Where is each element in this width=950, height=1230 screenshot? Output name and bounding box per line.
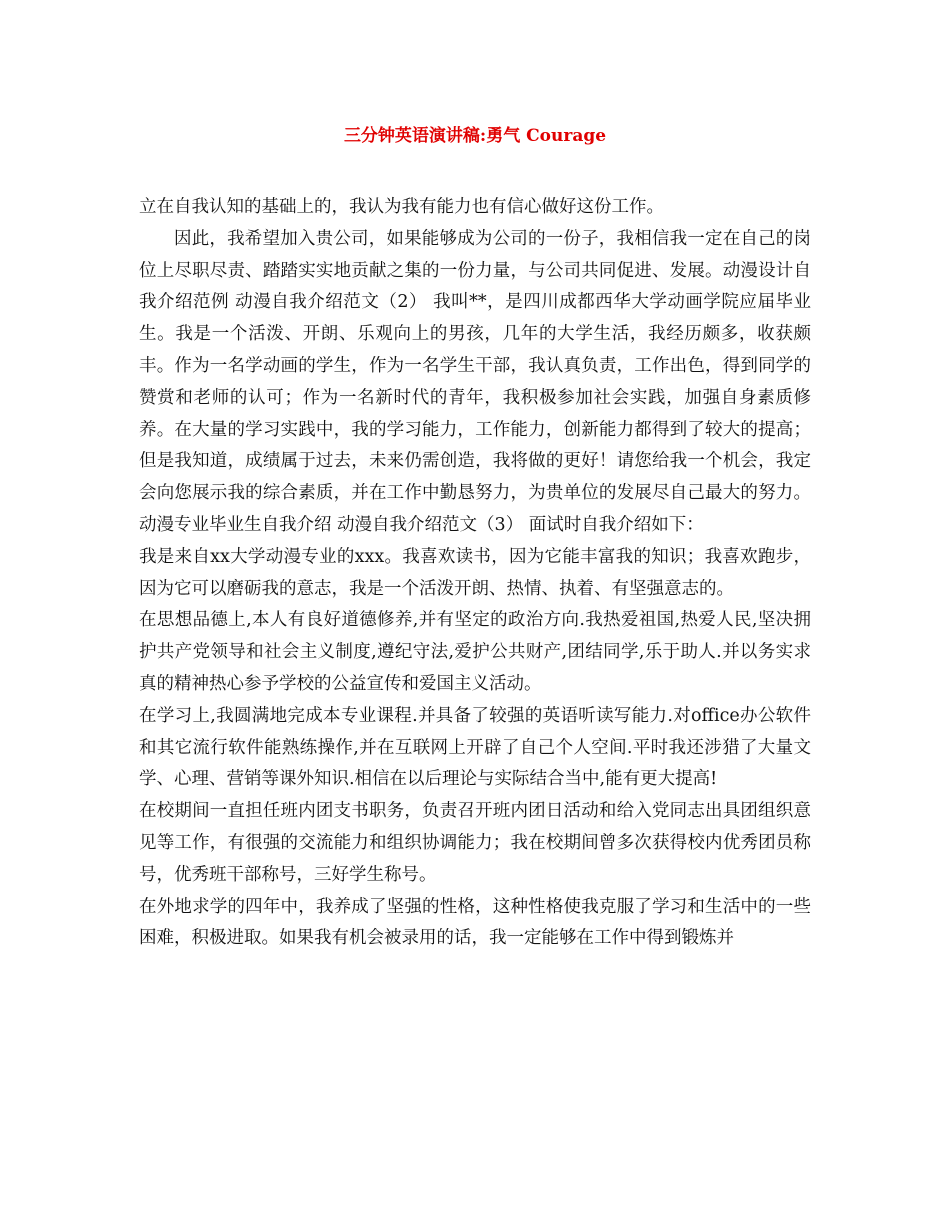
paragraph: 立在自我认知的基础上的，我认为我有能力也有信心做好这份工作。: [139, 197, 664, 217]
paragraph: 在思想品德上,本人有良好道德修养,并有坚定的政治方向.我热爱祖国,热爱人民,坚决拥 护共产党领导和社会主义制度,遵纪守法,爱护公共财产,团结同学,乐于助人.并以务实求真的精神热心参予学校的公益宣传和爱国主义活动。: [139, 610, 811, 694]
paragraph: 我是来自xx大学动漫专业的xxx。我喜欢读书，因为它能丰富我的知识；我喜欢跑步，因为它可以磨砺我的意志，我是一个活泼开朗、热情、执着、有坚强意志的。: [139, 546, 811, 599]
document-title: 三分钟英语演讲稿:勇气 Courage: [343, 126, 607, 146]
document-body: [139, 192, 811, 955]
paragraph: 在外地求学的四年中，我养成了坚强的性格，这种性格使我克服了学习和生活中的一些困难，积极进取。如果我有机会被录用的话，我一定能够在工作中得到锻炼并: [139, 896, 811, 949]
paragraph: 因此，我希望加入贵公司，如果能够成为公司的一份子，我相信我一定在自己的岗位上尽职尽责、踏踏实实地贡献之集的一份力量，与公司共同促进、发展。动漫设计自我介绍范例 动漫自我介绍范文（2） 我叫**，是四川成都西华大学动画学院应届毕业生。我是一个活泼、开朗、乐观向上的男孩，几年的大学生活，我经历颇多，收获颇丰。作为一名学动画的学生，作为一名学生干部，我认真负责，工作出色，得到同学的赞赏和老师的认可；作为一名新时代的青年，我积极参加社会实践，加强自身素质修养。在大量的学习实践中，我的学习能力，工作能力，创新能力都得到了较大的提高；但是我知道，成绩属于过去，未来仍需创造，我将做的更好！请您给我一个机会，我定会向您展示我的综合素质，并在工作中勤恳努力，为贵单位的发展尽自己最大的努力。动漫专业毕业生自我介绍 动漫自我介绍范文（3） 面试时自我介绍如下：: [139, 228, 811, 535]
paragraph: 在校期间一直担任班内团支书职务，负责召开班内团日活动和给入党同志出具团组织意见等工作，有很强的交流能力和组织协调能力；我在校期间曾多次获得校内优秀团员称号，优秀班干部称号，三好学生称号。: [139, 801, 811, 885]
paragraph: 在学习上,我圆满地完成本专业课程.并具备了较强的英语听读写能力.对office办公软件和其它流行软件能熟练操作,并在互联网上开辟了自己个人空间.平时我还涉猎了大量文学、心理、营销等课外知识.相信在以后理论与实际结合当中,能有更大提高!: [139, 705, 811, 790]
